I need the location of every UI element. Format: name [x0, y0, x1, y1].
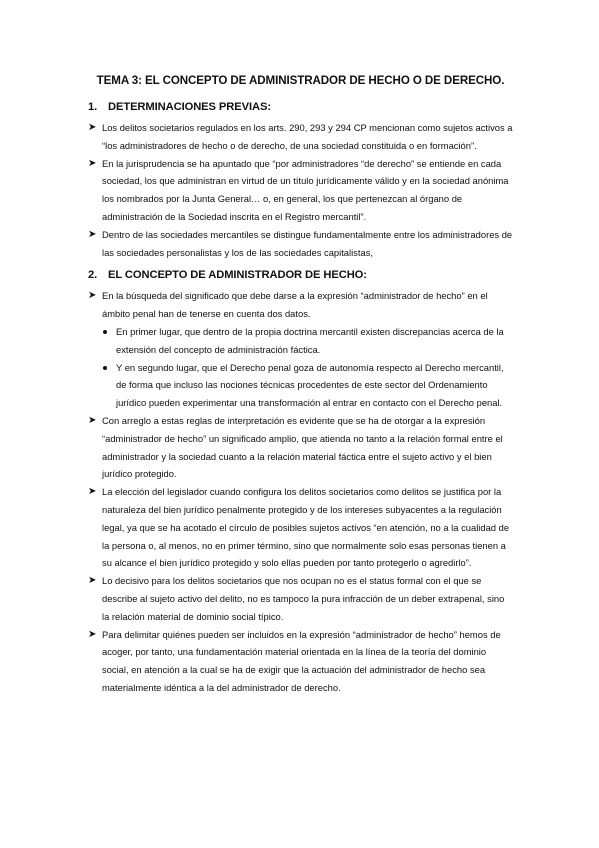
- section-heading: [88, 269, 513, 281]
- document-title: TEMA 3: EL CONCEPTO DE ADMINISTRADOR DE HECHO O DE DERECHO.: [96, 74, 505, 87]
- arrow-right-icon: ➤: [88, 157, 97, 169]
- section-heading: [88, 101, 513, 113]
- paragraph: ➤ En la búsqueda del significado que debe darse a la expresión “administrador de hecho” en el ámbito penal han de tenerse en cuenta dos datos.: [88, 287, 513, 323]
- paragraph: ➤ Dentro de las sociedades mercantiles se distingue fundamentalmente entre los administradores de las sociedades personalistas y los de las sociedades capitalistas,: [88, 226, 513, 262]
- bullet-dot-icon: [103, 330, 107, 334]
- arrow-right-icon: ➤: [88, 575, 97, 587]
- arrow-right-icon: ➤: [88, 628, 97, 640]
- paragraph: ➤ Con arreglo a estas reglas de interpretación es evidente que se ha de otorgar a la expresión “administrador de hecho” un significado amplio, que atienda no tanto a la relación formal entre el administrador y la sociedad cuanto a la relación material fáctica entre el sujeto activo y el bien jurídico protegido.: [88, 412, 513, 483]
- section-number: 2.: [88, 269, 98, 282]
- arrow-right-icon: ➤: [88, 228, 97, 240]
- section-title: EL CONCEPTO DE ADMINISTRADOR DE HECHO:: [108, 269, 367, 282]
- paragraph: ➤ Los delitos societarios regulados en los arts. 290, 293 y 294 CP mencionan como sujetos activos a “los administradores de hecho o de derecho, de una sociedad constituida o en formación”.: [88, 119, 513, 155]
- paragraph: ➤ Lo decisivo para los delitos societarios que nos ocupan no es el status formal con el que se describe al sujeto activo del delito, no es tampoco la pura infracción de un deber extrapenal, sino la relación material de dominio social típico.: [88, 572, 513, 625]
- arrow-right-icon: ➤: [88, 414, 97, 426]
- arrow-right-icon: ➤: [88, 290, 97, 302]
- paragraph: ➤ La elección del legislador cuando configura los delitos societarios como delitos se justifica por la naturaleza del bien jurídico penalmente protegido y de los intereses subyacentes a la regulación legal, ya que se ha acotado el círculo de posibles sujetos activos “en atención, no a la cualidad de la persona o, al menos, no en primer término, sino que normalmente solo esas personas tienen a su alcance el bien jurídico protegido y solo ellas pueden por tanto protegerlo o agredirlo”.: [88, 483, 513, 572]
- arrow-right-icon: ➤: [88, 122, 97, 133]
- paragraph: ➤ En la jurisprudencia se ha apuntado que “por administradores “de derecho” se entiende en cada sociedad, los que administran en virtud de un título jurídicamente válido y en la sociedad anónima los nombrados por la Junta General… o, en general, los que pertenezcan al órgano de administración de la Sociedad inscrita en el Registro mercantil”.: [88, 155, 513, 226]
- list-item: Y en segundo lugar, que el Derecho penal goza de autonomía respecto al Derecho mercantil, de forma que incluso las nociones técnicas procedentes de este sector del Ordenamiento jurídico pueden experimentar una transformación al entrar en contacto con el Derecho penal.: [88, 359, 513, 412]
- paragraph: ➤ Para delimitar quiénes pueden ser incluidos en la expresión “administrador de hecho” hemos de acoger, por tanto, una fundamentación material orientada en la línea de la teoría del dominio social, en atención a la cual se ha de exigir que la actuación del administrador de hecho sea materialmente idéntica a la del administrador de derecho.: [88, 626, 513, 697]
- section-number: 1.: [88, 101, 98, 113]
- section-determinaciones: [88, 101, 513, 261]
- section-administrador-hecho: [88, 269, 513, 696]
- arrow-right-icon: ➤: [88, 486, 97, 498]
- list-item: En primer lugar, que dentro de la propia doctrina mercantil existen discrepancias acerca de la extensión del concepto de administración fáctica.: [88, 323, 513, 359]
- section-title: DETERMINACIONES PREVIAS:: [108, 101, 271, 113]
- bullet-dot-icon: [103, 366, 107, 370]
